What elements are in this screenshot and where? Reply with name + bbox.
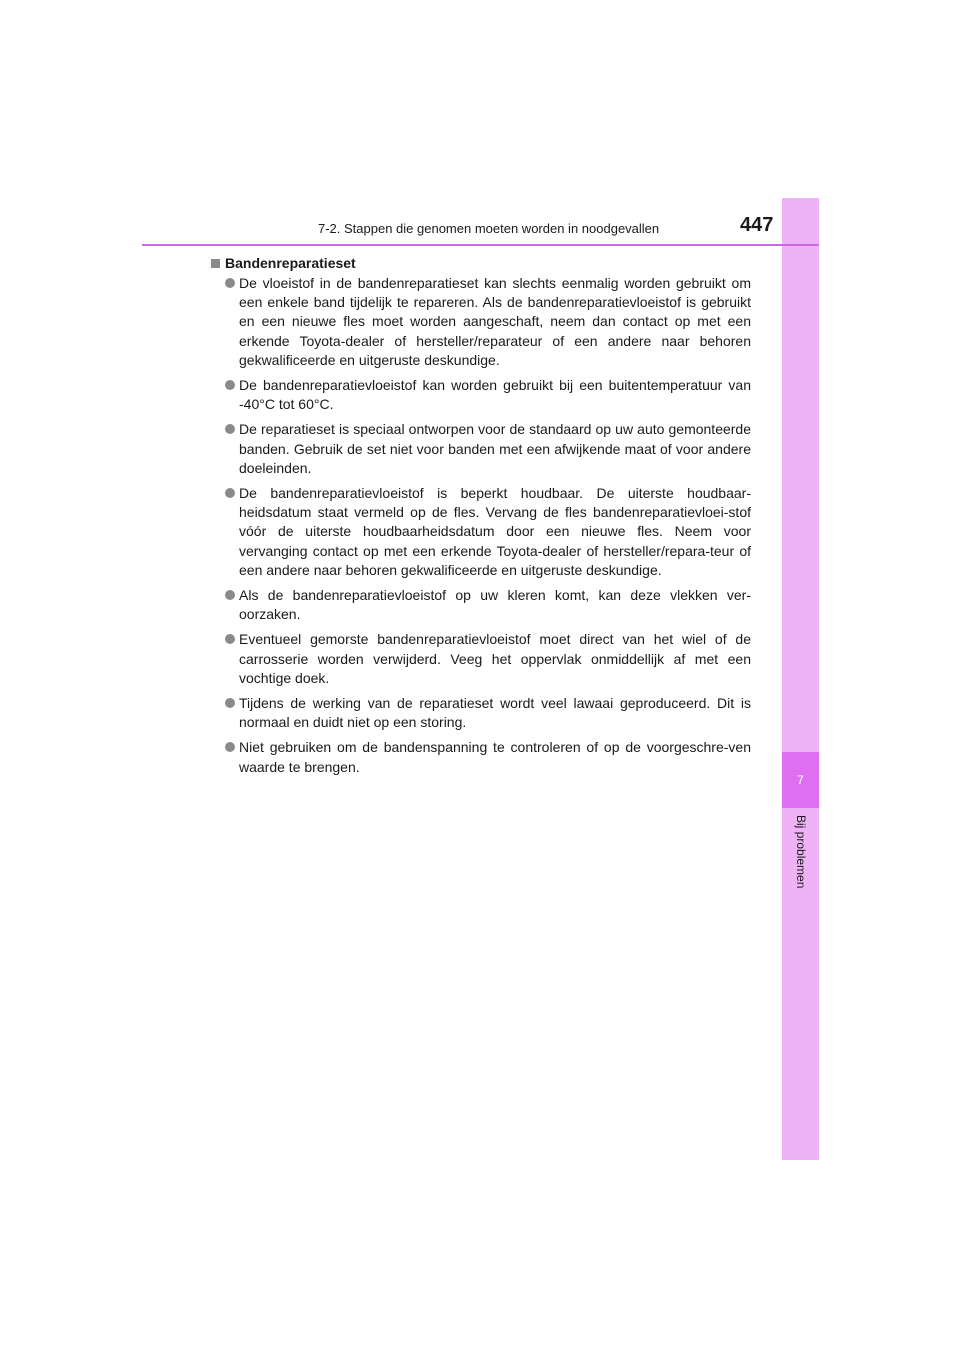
round-bullet-icon — [225, 742, 235, 752]
list-item-text: Eventueel gemorste bandenreparatievloeistof moet direct van het wiel of de carrosserie worden verwijderd. Veeg het oppervlak onmiddellijk af met een vochtige doek. — [239, 631, 751, 686]
list-item — [211, 376, 751, 414]
list-item — [211, 630, 751, 688]
chapter-title-wrap — [787, 815, 815, 925]
list-item-text: De vloeistof in de bandenreparatieset kan slechts eenmalig worden gebruikt om een enkele band tijdelijk te repareren. Als de bandenreparatievloeistof is gebruikt en een nieuwe fles moet worden aangeschaft, neem dan contact op met een erkende Toyota-dealer of hersteller/reparateur of een andere naar behoren gekwalificeerde en uitgeruste deskundige. — [239, 275, 751, 368]
list-item-text: Niet gebruiken om de bandenspanning te controleren of op de voorgeschre-ven waarde te brengen. — [239, 739, 751, 775]
list-item — [211, 738, 751, 776]
list-item-text: De bandenreparatievloeistof is beperkt houdbaar. De uiterste houdbaar-heidsdatum staat vermeld op de fles. Vervang de fles bandenreparatievloei-stof vóór de uiterste houdbaarheidsdatum door een nieuwe fles. Neem voor vervanging contact op met een erkende Toyota-dealer of hersteller/repara-teur of een andere naar behoren gekwalificeerde en uitgeruste deskundige. — [239, 485, 751, 578]
chapter-number-box — [782, 752, 819, 808]
chapter-side-tab — [782, 198, 819, 1160]
section-heading — [211, 255, 751, 271]
chapter-number: 7 — [797, 773, 804, 787]
page-number: 447 — [740, 214, 774, 236]
list-item — [211, 484, 751, 580]
list-item-text: Als de bandenreparatievloeistof op uw kleren komt, kan deze vlekken ver-oorzaken. — [239, 587, 751, 623]
section-title: 7-2. Stappen die genomen moeten worden in noodgevallen — [318, 221, 660, 236]
list-item — [211, 694, 751, 732]
round-bullet-icon — [225, 424, 235, 434]
round-bullet-icon — [225, 278, 235, 288]
round-bullet-icon — [225, 634, 235, 644]
header-divider — [142, 244, 819, 246]
list-item — [211, 586, 751, 624]
content — [211, 255, 751, 783]
square-bullet-icon — [211, 259, 220, 268]
chapter-title: Bij problemen — [794, 815, 808, 889]
list-item-text: Tijdens de werking van de reparatieset wordt veel lawaai geproduceerd. Dit is normaal en duidt niet op een storing. — [239, 695, 751, 731]
round-bullet-icon — [225, 590, 235, 600]
round-bullet-icon — [225, 698, 235, 708]
list-item-text: De bandenreparatievloeistof kan worden gebruikt bij een buitentemperatuur van -40°C tot 60°C. — [239, 377, 751, 413]
list-item-text: De reparatieset is speciaal ontworpen voor de standaard op uw auto gemonteerde banden. Gebruik de set niet voor banden met een afwijkende maat of voor andere doeleinden. — [239, 421, 751, 476]
section-heading-text: Bandenreparatieset — [225, 255, 356, 271]
round-bullet-icon — [225, 488, 235, 498]
round-bullet-icon — [225, 380, 235, 390]
list-item — [211, 420, 751, 478]
list-item — [211, 274, 751, 370]
